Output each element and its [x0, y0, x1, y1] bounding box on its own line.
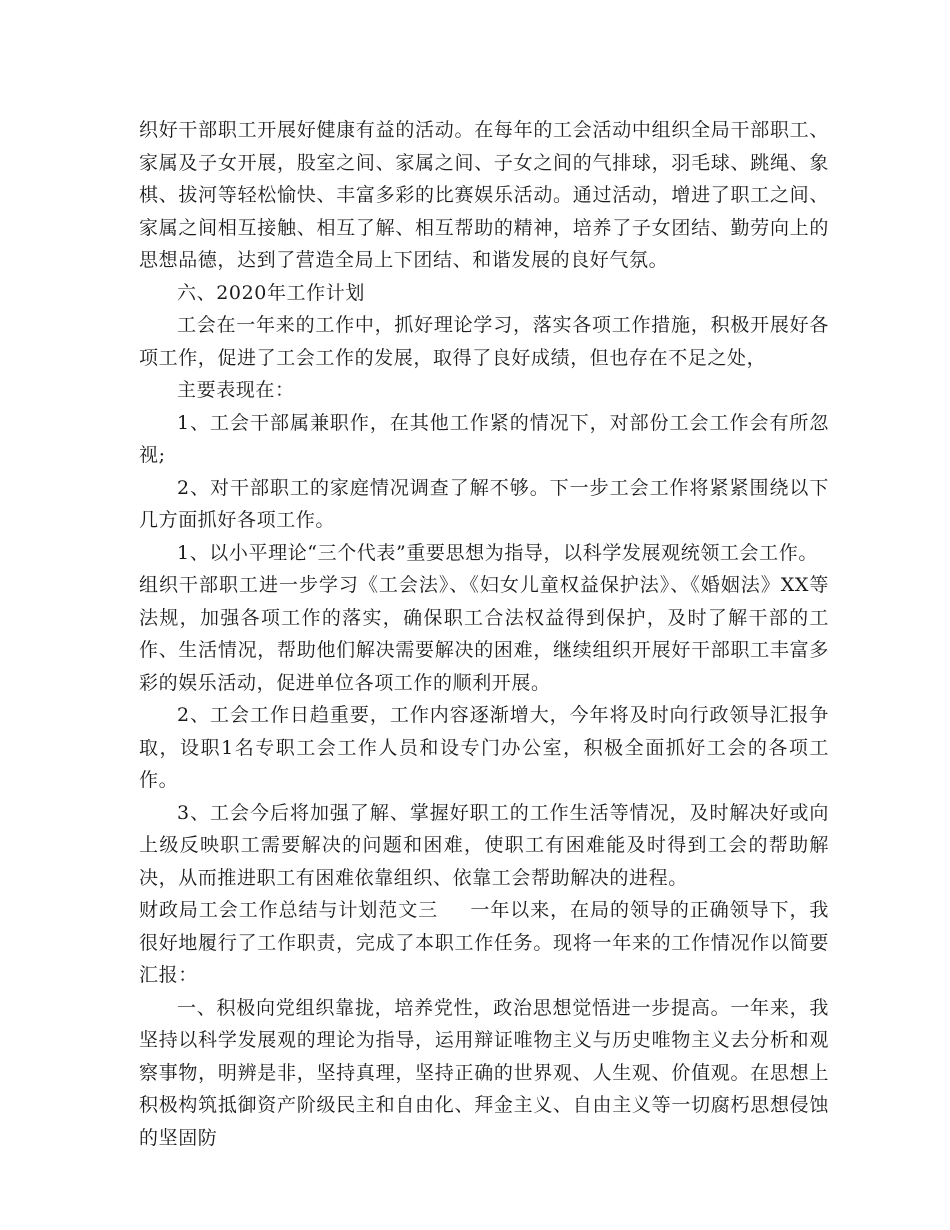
- list-item-plan-2: 2、工会工作日趋重要，工作内容逐渐增大，今年将及时向行政领导汇报争取，设职1名专职工会工作人员和设专门办公室，积极全面抓好工会的各项工作。: [139, 704, 829, 791]
- list-item-plan-1: 1、以小平理论“三个代表”重要思想为指导，以科学发展观统领工会工作。: [177, 541, 818, 564]
- paragraph-activities: 织好干部职工开展好健康有益的活动。在每年的工会活动中组织全局干部职工、家属及子女开展，股室之间、家属之间、子女之间的气排球，羽毛球、跳绳、象棋、拔河等轻松愉快、丰富多彩的比赛娱乐活动。通过活动，增进了职工之间、家属之间相互接触、相互了解、相互帮助的精神，培养了子女团结、勤劳向上的思想品德，达到了营造全局上下团结、和谐发展的良好气氛。: [139, 119, 829, 271]
- list-item-issue-1: 1、工会干部属兼职作，在其他工作紧的情况下，对部份工会工作会有所忽视;: [139, 411, 829, 466]
- section-intro: 一年以来，在局的领导的正确领导下，我很好地履行了工作职责，完成了本职工作任务。现将一年来的工作情况作以简要汇报：: [139, 899, 829, 986]
- section-intro-paragraph: [139, 894, 829, 992]
- document-body: [139, 114, 829, 1154]
- paragraph-main-issues: 主要表现在：: [177, 379, 295, 401]
- list-item-issue-2: 2、对干部职工的家庭情况调查了解不够。下一步工会工作将紧紧围绕以下几方面抓好各项工作。: [139, 476, 829, 531]
- section-title: 财政局工会工作总结与计划范文三: [139, 899, 439, 921]
- heading-work-plan: 六、2020年工作计划: [177, 281, 365, 304]
- paragraph-political-awareness: 一、积极向党组织靠拢，培养党性，政治思想觉悟进一步提高。一年来，我坚持以科学发展观的理论为指导，运用辩证唯物主义与历史唯物主义去分析和观察事物，明辨是非，坚持真理，坚持正确的世界观、人生观、价值观。在思想上积极构筑抵御资产阶级民主和自由化、拜金主义、自由主义等一切腐朽思想侵蚀的坚固防: [139, 996, 829, 1149]
- paragraph-plan-1-detail: 组织干部职工进一步学习《工会法》、《妇女儿童权益保护法》、《婚姻法》XX等法规，加强各项工作的落实，确保职工合法权益得到保护，及时了解干部的工作、生活情况，帮助他们解决需要解决的困难，继续组织开展好干部职工丰富多彩的娱乐活动，促进单位各项工作的顺利开展。: [139, 574, 829, 694]
- paragraph-summary: 工会在一年来的工作中，抓好理论学习，落实各项工作措施，积极开展好各项工作，促进了工会工作的发展，取得了良好成绩，但也存在不足之处，: [139, 314, 829, 369]
- list-item-plan-3: 3、工会今后将加强了解、掌握好职工的工作生活等情况，及时解决好或向上级反映职工需要解决的问题和困难，使职工有困难能及时得到工会的帮助解决，从而推进职工有困难依靠组织、依靠工会帮助解决的进程。: [139, 801, 829, 889]
